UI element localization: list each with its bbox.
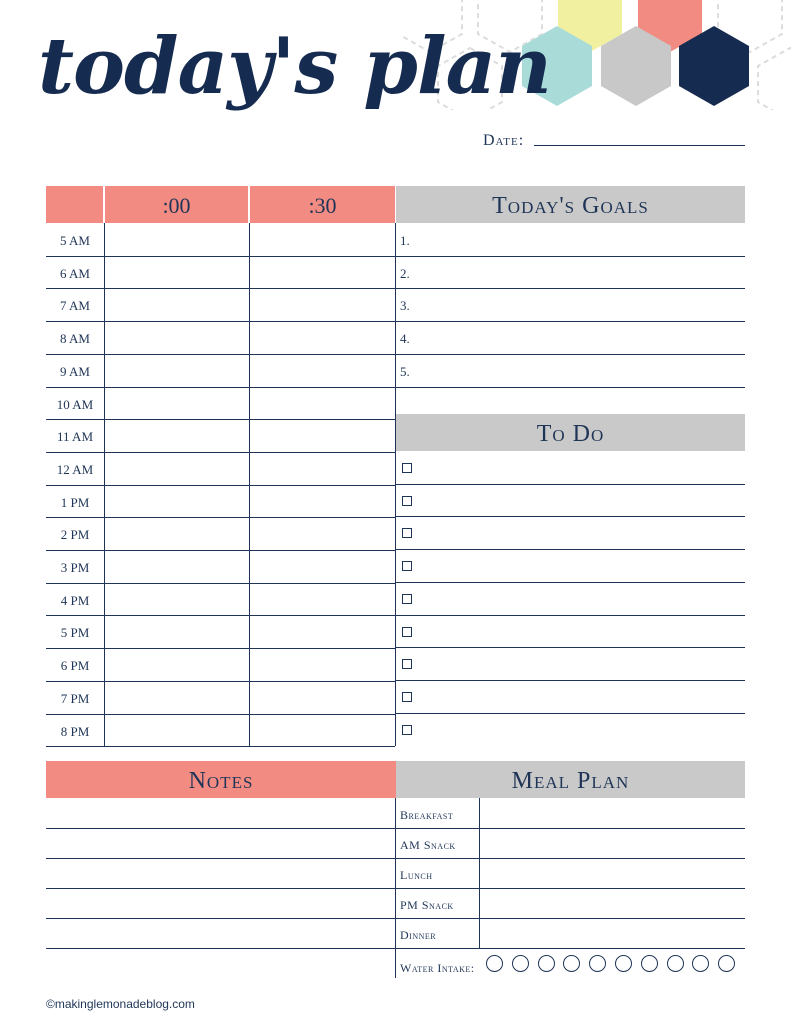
schedule-cell-00[interactable]: [105, 517, 249, 550]
todo-checkbox[interactable]: [402, 528, 412, 538]
todo-checkbox[interactable]: [402, 594, 412, 604]
meal-label: AM Snack: [400, 838, 456, 852]
water-glass-icon[interactable]: [718, 955, 735, 972]
time-label: 5 PM: [60, 625, 90, 641]
water-glass-icon[interactable]: [667, 955, 684, 972]
time-label: 8 AM: [60, 331, 90, 347]
notes-field[interactable]: [46, 828, 395, 858]
schedule-cell-30[interactable]: [250, 223, 395, 256]
schedule-cell-30[interactable]: [250, 517, 395, 550]
goal-field[interactable]: [396, 354, 745, 387]
water-glass-icon[interactable]: [641, 955, 658, 972]
column-divider: [104, 223, 105, 746]
schedule-cell-30[interactable]: [250, 354, 395, 387]
schedule-cell-00[interactable]: [105, 485, 249, 518]
water-glass-icon[interactable]: [692, 955, 709, 972]
schedule-cell-30[interactable]: [250, 714, 395, 747]
date-label: Date:: [483, 132, 525, 149]
schedule-cell-00[interactable]: [105, 419, 249, 452]
meal-field[interactable]: [480, 858, 745, 888]
time-label: 11 AM: [57, 429, 93, 445]
todo-checkbox[interactable]: [402, 725, 412, 735]
water-glass-icon[interactable]: [589, 955, 606, 972]
goal-number: 1.: [400, 233, 410, 248]
date-field[interactable]: [534, 145, 745, 146]
todo-field[interactable]: [416, 549, 745, 582]
meal-label: PM Snack: [400, 898, 454, 912]
schedule-cell-00[interactable]: [105, 387, 249, 420]
column-divider: [395, 798, 396, 978]
schedule-cell-00[interactable]: [105, 354, 249, 387]
meal-field[interactable]: [480, 798, 745, 828]
time-label: 6 PM: [60, 658, 90, 674]
todo-field[interactable]: [416, 484, 745, 517]
todo-field[interactable]: [416, 615, 745, 648]
schedule-cell-30[interactable]: [250, 288, 395, 321]
notes-field[interactable]: [46, 858, 395, 888]
goal-number: 4.: [400, 331, 410, 347]
goal-field[interactable]: [396, 321, 745, 354]
todo-checkbox[interactable]: [402, 692, 412, 702]
schedule-cell-30[interactable]: [250, 485, 395, 518]
meal-field[interactable]: [480, 918, 745, 948]
time-label: 9 AM: [60, 363, 90, 379]
water-glass-icon[interactable]: [486, 955, 503, 972]
schedule-cell-00[interactable]: [105, 648, 249, 681]
schedule-cell-00[interactable]: [105, 615, 249, 648]
schedule-cell-00[interactable]: [105, 452, 249, 485]
goal-number: 2.: [400, 265, 410, 281]
time-label: 6 AM: [60, 265, 90, 281]
notes-title: Notes: [188, 768, 254, 794]
schedule-cell-30[interactable]: [250, 550, 395, 583]
schedule-cell-30[interactable]: [250, 615, 395, 648]
column-divider: [249, 223, 250, 746]
schedule-cell-30[interactable]: [250, 583, 395, 616]
goal-field[interactable]: [396, 223, 745, 256]
meal-label: Dinner: [400, 928, 437, 942]
todo-field[interactable]: [416, 680, 745, 713]
goal-field[interactable]: [396, 288, 745, 321]
goal-number: 5.: [400, 363, 410, 379]
time-label: 3 PM: [60, 560, 90, 575]
water-glass-icon[interactable]: [538, 955, 555, 972]
goal-field[interactable]: [396, 256, 745, 289]
todo-field[interactable]: [416, 582, 745, 615]
todo-checkbox[interactable]: [402, 561, 412, 571]
notes-field[interactable]: [46, 888, 395, 918]
todo-field[interactable]: [416, 451, 745, 484]
page-title: today's plan: [38, 21, 551, 112]
meal-plan-title: Meal Plan: [511, 768, 630, 794]
schedule-cell-00[interactable]: [105, 223, 249, 256]
row-divider: [46, 746, 395, 747]
meal-label: Lunch: [400, 868, 433, 882]
schedule-cell-30[interactable]: [250, 321, 395, 354]
copyright: ©makinglemonadeblog.com: [46, 997, 195, 1011]
meal-label: Breakfast: [400, 808, 454, 822]
todo-title: To Do: [536, 421, 605, 447]
schedule-cell-00[interactable]: [105, 550, 249, 583]
notes-field[interactable]: [46, 798, 395, 828]
goals-title: Today's Goals: [492, 193, 649, 219]
todo-field[interactable]: [416, 713, 745, 746]
water-intake-label: Water Intake:: [400, 961, 475, 975]
time-label: 2 PM: [60, 527, 90, 543]
schedule-cell-30[interactable]: [250, 648, 395, 681]
todo-checkbox[interactable]: [402, 463, 412, 473]
column-00-label: :00: [162, 193, 191, 218]
water-glass-icon[interactable]: [563, 955, 580, 972]
schedule-cell-30[interactable]: [250, 419, 395, 452]
schedule-cell-00[interactable]: [105, 681, 249, 714]
schedule-cell-30[interactable]: [250, 387, 395, 420]
schedule-cell-30[interactable]: [250, 681, 395, 714]
schedule-header-corner: [46, 186, 103, 223]
meal-field[interactable]: [480, 828, 745, 858]
meal-field[interactable]: [480, 888, 745, 918]
column-divider: [479, 798, 480, 948]
water-glass-icon[interactable]: [512, 955, 529, 972]
time-label: 1 PM: [60, 494, 90, 510]
time-label: 10 AM: [56, 396, 94, 412]
time-label: 7 AM: [60, 298, 90, 314]
time-label: 8 PM: [60, 723, 90, 739]
schedule-cell-00[interactable]: [105, 288, 249, 321]
schedule-cell-00[interactable]: [105, 321, 249, 354]
goal-divider: [396, 387, 745, 388]
todo-field[interactable]: [416, 516, 745, 549]
todo-checkbox[interactable]: [402, 627, 412, 637]
column-30-label: :30: [308, 193, 337, 218]
todo-checkbox[interactable]: [402, 496, 412, 506]
todo-field[interactable]: [416, 647, 745, 680]
schedule-cell-30[interactable]: [250, 452, 395, 485]
schedule-cell-30[interactable]: [250, 256, 395, 289]
goal-number: 3.: [400, 298, 410, 314]
schedule-cell-00[interactable]: [105, 714, 249, 747]
time-label: 4 PM: [60, 592, 90, 608]
time-label: 5 AM: [60, 233, 90, 248]
notes-field[interactable]: [46, 918, 395, 948]
schedule-cell-00[interactable]: [105, 583, 249, 616]
time-label: 7 PM: [60, 690, 90, 706]
time-label: 12 AM: [56, 461, 94, 477]
todo-checkbox[interactable]: [402, 659, 412, 669]
schedule-cell-00[interactable]: [105, 256, 249, 289]
water-glass-icon[interactable]: [615, 955, 632, 972]
